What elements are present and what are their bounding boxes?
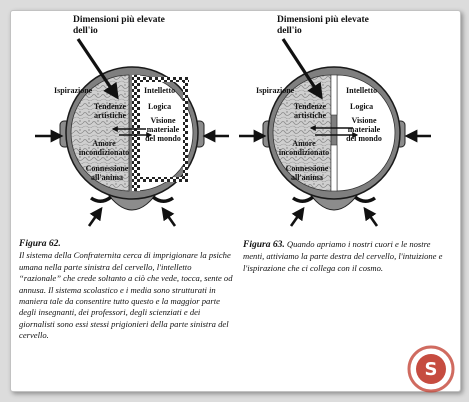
right-eye-arrow bbox=[163, 209, 175, 226]
right-eye-shape bbox=[153, 197, 173, 201]
left-inspiration-label: Ispirazione bbox=[54, 86, 93, 95]
caption-right-text: Quando apriamo i nostri cuori e le nostre menti, attiviamo la parte destra del cervello, l'intuizione e l'ispirazione che ci collega con il cosmo. bbox=[243, 239, 443, 273]
right-eye-shape bbox=[355, 197, 375, 201]
left-love-label: Amore incondizionato bbox=[78, 139, 130, 157]
svg-text:S: S bbox=[424, 359, 438, 380]
right-love-label: Amore incondizionato bbox=[278, 139, 330, 157]
checker-wall-top bbox=[137, 77, 189, 82]
left-logic-label: Logica bbox=[148, 102, 172, 111]
right-top-label: Dimensioni più elevate dell'io bbox=[277, 15, 369, 36]
right-inspiration-label: Ispirazione bbox=[256, 86, 295, 95]
right-head-diagram bbox=[239, 39, 431, 226]
book-page bbox=[10, 10, 461, 392]
left-eye-shape bbox=[91, 197, 111, 201]
caption-figure-63 bbox=[243, 239, 453, 274]
left-vision-label: Visione materiale del mondo bbox=[145, 116, 181, 143]
brain-diagrams bbox=[11, 11, 460, 243]
left-eye-arrow bbox=[89, 209, 101, 226]
caption-right-title: Figura 63. bbox=[243, 240, 285, 250]
right-intellect-label: Intelletto bbox=[346, 86, 378, 95]
checker-wall-center bbox=[132, 75, 140, 191]
right-tendencies-label: Tendenze artistiche bbox=[293, 102, 327, 120]
left-head-diagram bbox=[35, 39, 229, 226]
left-connection-label: Connessione all'anima bbox=[85, 164, 129, 182]
caption-left-title: Figura 62. bbox=[19, 239, 61, 249]
right-vision-label: Visione materiale del mondo bbox=[346, 116, 382, 143]
watermark-logo-icon bbox=[407, 345, 455, 393]
right-eye-arrow bbox=[365, 209, 377, 226]
left-eye-shape bbox=[293, 197, 313, 201]
right-logic-label: Logica bbox=[350, 102, 374, 111]
checker-wall-bottom bbox=[137, 177, 187, 182]
caption-left-text: Il sistema della Confraternita cerca di imprigionare la psiche umana nella parte sinistra del cervello, l'intelletto “razionale” che crede soltanto a ciò che vede, tocca, sente od annusa. Il sistema scolastico e i media sono strutturati in maniera tale da consentire tutto questo e la maggior parte degli insegnanti, dei professori, degli scienziati e dei giornalisti sono essi stessi prigionieri della parte sinistra del cervello. bbox=[19, 250, 233, 341]
right-connection-label: Connessione all'anima bbox=[285, 164, 329, 182]
left-tendencies-label: Tendenze artistiche bbox=[93, 102, 127, 120]
left-intellect-label: Intelletto bbox=[144, 86, 176, 95]
figure-area bbox=[11, 11, 460, 243]
left-top-label: Dimensioni più elevate dell'io bbox=[73, 15, 165, 36]
caption-figure-62 bbox=[19, 239, 233, 342]
left-eye-arrow bbox=[291, 209, 303, 226]
